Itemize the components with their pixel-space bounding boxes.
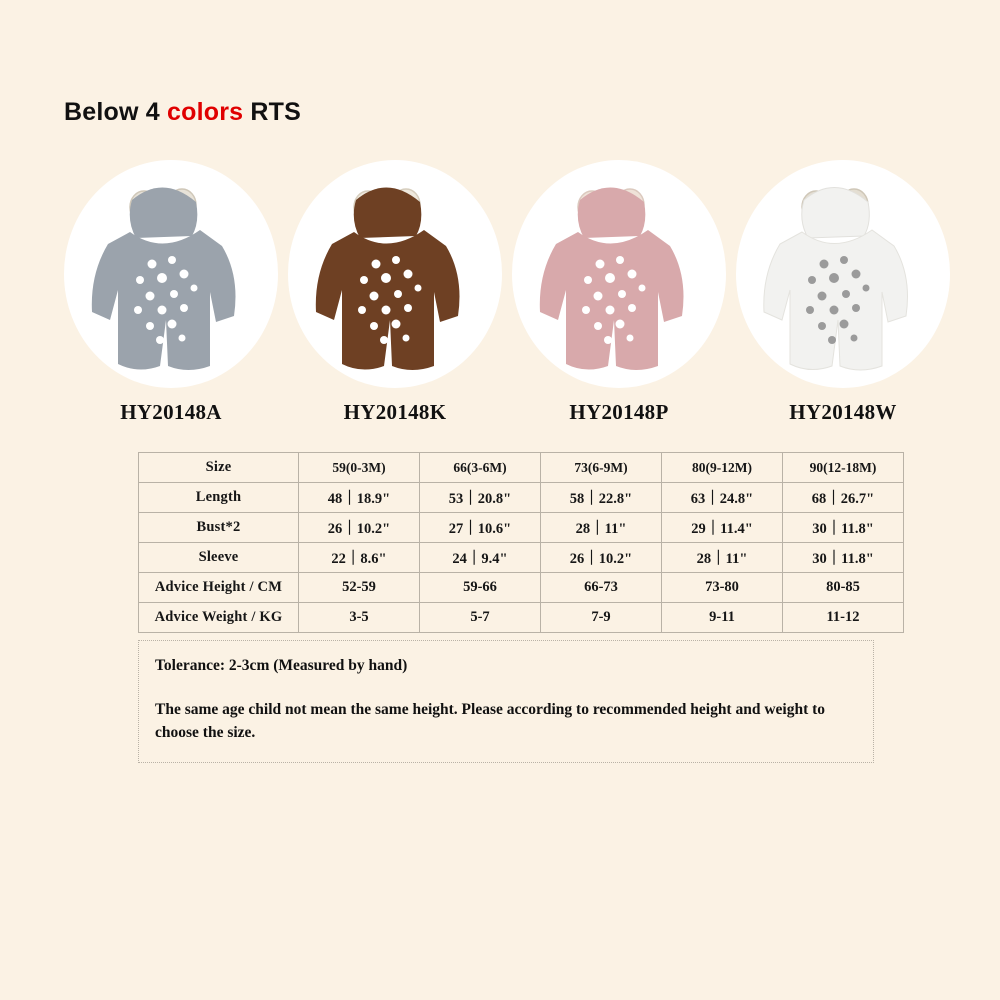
product-code: HY20148K	[343, 400, 447, 424]
table-row	[139, 513, 904, 543]
romper-illustration-brown	[288, 160, 502, 388]
table-row	[139, 543, 904, 573]
table-cell: 30｜11.8"	[783, 543, 904, 573]
table-cell: 52-59	[299, 573, 420, 603]
romper-illustration-white	[736, 160, 950, 388]
product-code: HY20148P	[569, 400, 669, 424]
table-row-header	[139, 453, 904, 483]
product-image-wrap	[286, 160, 504, 388]
product-card[interactable]	[286, 160, 504, 425]
table-cell: 7-9	[541, 603, 662, 633]
table-cell: 28｜11"	[662, 543, 783, 573]
product-card[interactable]	[62, 160, 280, 425]
table-cell: 68｜26.7"	[783, 483, 904, 513]
product-code: HY20148W	[789, 400, 897, 424]
table-cell: 26｜10.2"	[541, 543, 662, 573]
product-image-circle	[736, 160, 950, 388]
table-cell: 24｜9.4"	[420, 543, 541, 573]
product-card[interactable]	[734, 160, 952, 425]
note-tolerance: Tolerance: 2-3cm (Measured by hand)	[155, 657, 408, 674]
table-cell: 27｜10.6"	[420, 513, 541, 543]
table-cell: 58｜22.8"	[541, 483, 662, 513]
product-image-circle	[288, 160, 502, 388]
table-cell: 30｜11.8"	[783, 513, 904, 543]
page-title-after: RTS	[243, 98, 302, 126]
romper-illustration-pink	[512, 160, 726, 388]
table-cell: 63｜24.8"	[662, 483, 783, 513]
table-cell: 48｜18.9"	[299, 483, 420, 513]
table-row	[139, 483, 904, 513]
product-card[interactable]	[510, 160, 728, 425]
table-cell: 66(3-6M)	[420, 453, 541, 483]
product-image-wrap	[734, 160, 952, 388]
table-cell: 29｜11.4"	[662, 513, 783, 543]
romper-illustration-grey	[64, 160, 278, 388]
table-cell: 80-85	[783, 573, 904, 603]
table-cell: 73(6-9M)	[541, 453, 662, 483]
table-cell: 59(0-3M)	[299, 453, 420, 483]
notes-box	[138, 640, 874, 763]
product-image-wrap	[510, 160, 728, 388]
product-gallery	[62, 160, 952, 425]
table-cell: Size	[139, 453, 299, 483]
table-cell: Sleeve	[139, 543, 299, 573]
page-title-before: Below 4	[64, 98, 168, 126]
table-cell: 80(9-12M)	[662, 453, 783, 483]
table-cell: 90(12-18M)	[783, 453, 904, 483]
page-title-highlight: colors	[167, 98, 244, 126]
table-cell: 5-7	[420, 603, 541, 633]
table-cell: 53｜20.8"	[420, 483, 541, 513]
product-image-circle	[64, 160, 278, 388]
table-cell: 28｜11"	[541, 513, 662, 543]
size-chart-table	[138, 452, 904, 633]
table-cell: 22｜8.6"	[299, 543, 420, 573]
table-cell: 73-80	[662, 573, 783, 603]
page-title	[64, 98, 301, 127]
table-cell: Length	[139, 483, 299, 513]
table-cell: 11-12	[783, 603, 904, 633]
product-code: HY20148A	[120, 400, 222, 424]
table-row	[139, 573, 904, 603]
table-cell: Advice Weight / KG	[139, 603, 299, 633]
note-advice: The same age child not mean the same height. Please according to recommended height and weight to choose the size.	[155, 701, 826, 741]
table-cell: 9-11	[662, 603, 783, 633]
table-cell: 26｜10.2"	[299, 513, 420, 543]
table-row	[139, 603, 904, 633]
product-image-wrap	[62, 160, 280, 388]
table-cell: Advice Height / CM	[139, 573, 299, 603]
table-cell: 66-73	[541, 573, 662, 603]
table-cell: 3-5	[299, 603, 420, 633]
table-cell: Bust*2	[139, 513, 299, 543]
product-image-circle	[512, 160, 726, 388]
table-cell: 59-66	[420, 573, 541, 603]
